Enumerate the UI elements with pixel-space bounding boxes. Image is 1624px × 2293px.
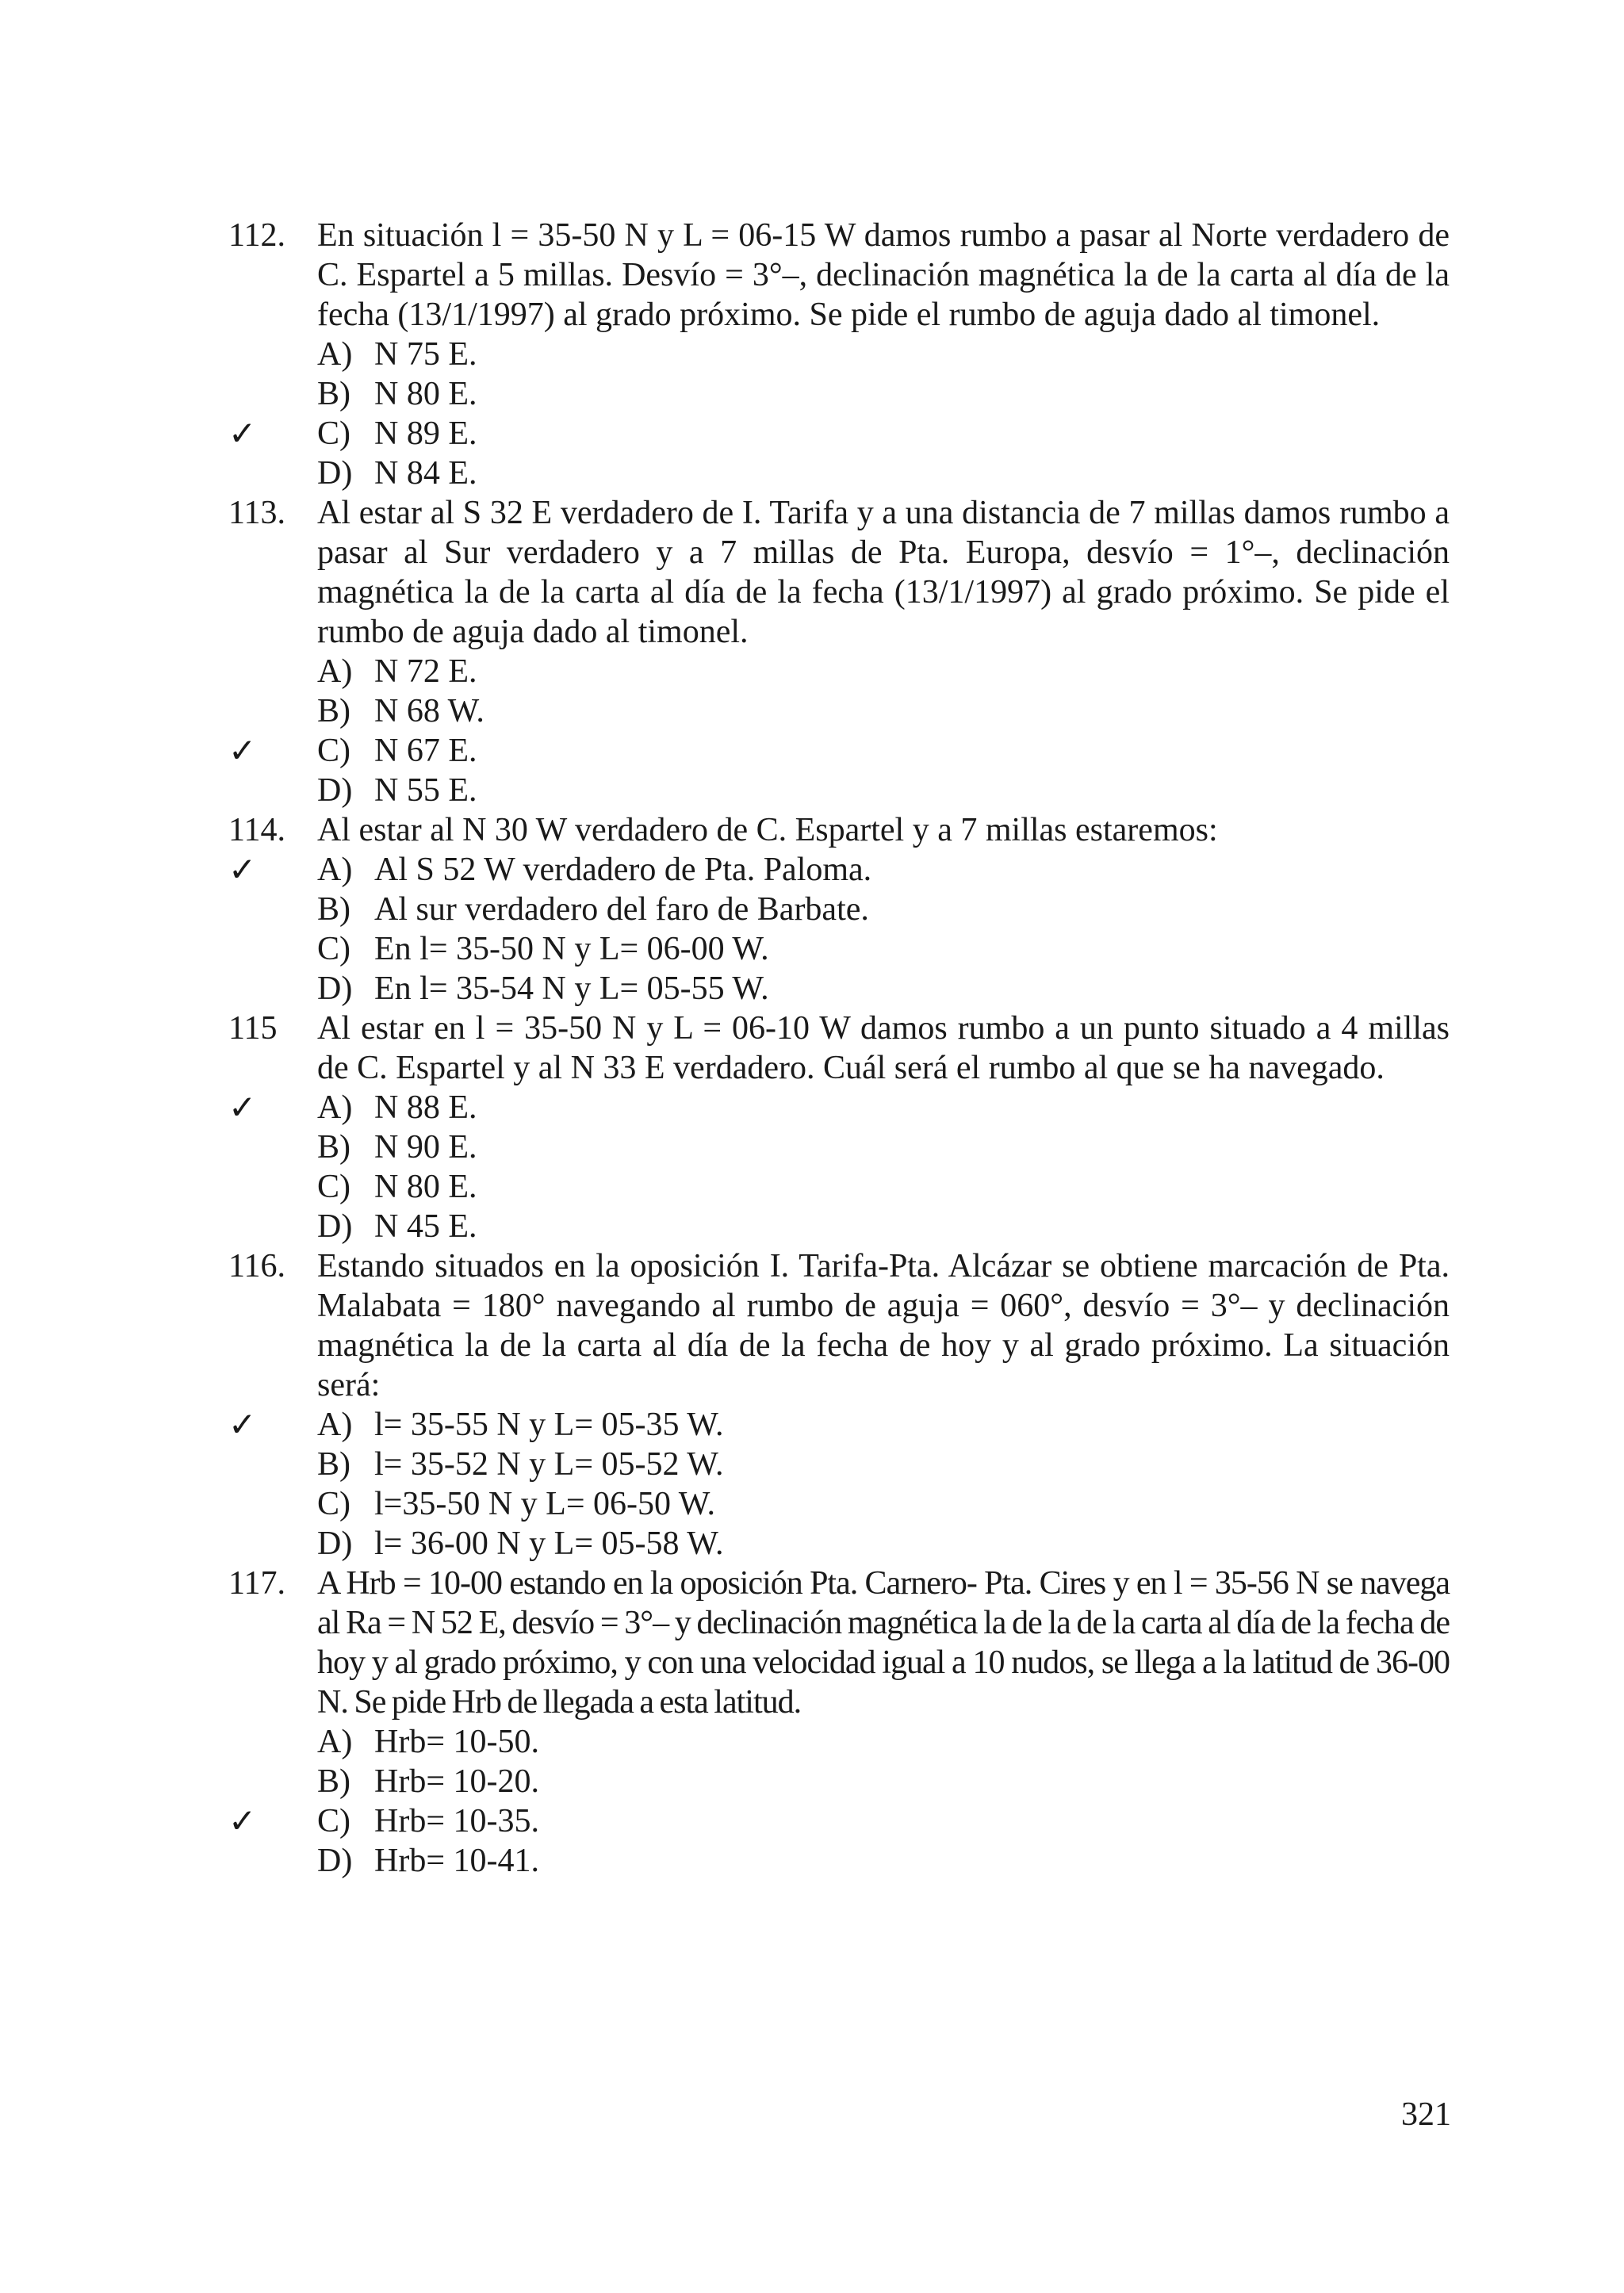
- option-text: N 90 E.: [374, 1129, 477, 1166]
- option-text: N 88 E.: [374, 1089, 477, 1126]
- page-number: 321: [1401, 2096, 1451, 2133]
- answer-option-a: [317, 1722, 1450, 1762]
- option-letter: A): [317, 336, 353, 373]
- question-112: [228, 216, 1450, 493]
- option-letter: B): [317, 1129, 350, 1166]
- option-letter: B): [317, 1446, 350, 1483]
- option-text: Al sur verdadero del faro de Barbate.: [374, 891, 869, 928]
- answer-options: [228, 335, 1450, 493]
- answer-options: [228, 1405, 1450, 1564]
- answer-option-a: [228, 850, 1450, 890]
- answer-option-b: [317, 1445, 1450, 1484]
- option-letter: C): [317, 931, 350, 967]
- option-letter: A): [317, 1407, 353, 1443]
- option-text: N 55 E.: [374, 772, 477, 809]
- answer-option-d: [317, 771, 1450, 810]
- option-text: N 84 E.: [374, 455, 477, 492]
- option-letter: C): [317, 1169, 350, 1205]
- option-text: En l= 35-54 N y L= 05-55 W.: [374, 970, 769, 1007]
- answer-option-c: [317, 1484, 1450, 1524]
- option-text: Hrb= 10-41.: [374, 1843, 539, 1879]
- option-text: l= 36-00 N y L= 05-58 W.: [374, 1525, 724, 1562]
- question-number: 112.: [228, 217, 285, 254]
- answer-options: [228, 850, 1450, 1009]
- answer-option-c: [317, 929, 1450, 969]
- question-number: 116.: [228, 1248, 285, 1284]
- question-text: Estando situados en la oposición I. Tarifa-Pta. Alcázar se obtiene marcación de Pta. Malabata = 180° navegando al rumbo de aguja = 060°, desvío = 3°– y declinación magnética la de la carta al día de la fecha de hoy y al grado próximo. La situación será:: [317, 1248, 1450, 1403]
- option-text: l=35-50 N y L= 06-50 W.: [374, 1486, 716, 1522]
- answer-option-d: [317, 454, 1450, 493]
- option-letter: A): [317, 1724, 353, 1760]
- answer-option-a: [228, 1088, 1450, 1127]
- answer-option-b: [317, 890, 1450, 929]
- question-text: A Hrb = 10-00 estando en la oposición Pta. Carnero- Pta. Cires y en l = 35-56 N se navega al Ra = N 52 E, desvío = 3°– y declinación magnética la de la de la carta al día de la fecha de hoy y al grado próximo, y con una velocidad igual a 10 nudos, se llega a la latitud de 36-00 N. Se pide Hrb de llegada a esta latitud.: [317, 1565, 1450, 1721]
- option-text: l= 35-52 N y L= 05-52 W.: [374, 1446, 724, 1483]
- option-letter: B): [317, 693, 350, 729]
- question-114: [228, 810, 1450, 1009]
- question-115: [228, 1009, 1450, 1246]
- checkmark-icon: ✓: [228, 1088, 257, 1127]
- answer-option-a: [317, 335, 1450, 374]
- answer-option-c: [228, 414, 1450, 454]
- question-number: 114.: [228, 812, 285, 848]
- option-text: N 67 E.: [374, 733, 477, 769]
- question-text: Al estar al N 30 W verdadero de C. Espartel y a 7 millas estaremos:: [317, 812, 1218, 848]
- option-text: N 72 E.: [374, 653, 477, 690]
- question-number: 115: [228, 1010, 278, 1047]
- option-text: N 68 W.: [374, 693, 485, 729]
- question-text: En situación l = 35-50 N y L = 06-15 W damos rumbo a pasar al Norte verdadero de C. Espartel a 5 millas. Desvío = 3°–, declinación magnética la de la carta al día de la fecha (13/1/1997) al grado próximo. Se pide el rumbo de aguja dado al timonel.: [317, 217, 1450, 333]
- option-letter: D): [317, 1208, 353, 1245]
- option-letter: D): [317, 772, 353, 809]
- checkmark-icon: ✓: [228, 850, 257, 889]
- option-letter: B): [317, 891, 350, 928]
- question-list: [228, 216, 1450, 1881]
- option-text: l= 35-55 N y L= 05-35 W.: [374, 1407, 724, 1443]
- answer-option-d: [317, 1207, 1450, 1246]
- answer-option-d: [317, 969, 1450, 1009]
- option-text: N 89 E.: [374, 415, 477, 452]
- answer-option-a: [228, 1405, 1450, 1445]
- checkmark-icon: ✓: [228, 414, 257, 453]
- option-letter: C): [317, 733, 350, 769]
- option-letter: C): [317, 415, 350, 452]
- option-letter: B): [317, 1763, 350, 1800]
- checkmark-icon: ✓: [228, 1405, 257, 1444]
- answer-option-b: [317, 374, 1450, 414]
- question-113: [228, 493, 1450, 810]
- answer-option-c: [228, 1801, 1450, 1841]
- option-letter: D): [317, 455, 353, 492]
- question-116: [228, 1246, 1450, 1564]
- question-number: 117.: [228, 1565, 285, 1602]
- question-text: Al estar en l = 35-50 N y L = 06-10 W damos rumbo a un punto situado a 4 millas de C. Espartel y al N 33 E verdadero. Cuál será el rumbo al que se ha navegado.: [317, 1010, 1450, 1086]
- checkmark-icon: ✓: [228, 731, 257, 770]
- question-117: [228, 1564, 1450, 1881]
- option-text: Hrb= 10-35.: [374, 1803, 539, 1839]
- option-letter: A): [317, 852, 353, 888]
- option-letter: D): [317, 1525, 353, 1562]
- answer-option-c: [317, 1167, 1450, 1207]
- option-letter: B): [317, 376, 350, 412]
- answer-options: [228, 1722, 1450, 1881]
- option-text: Al S 52 W verdadero de Pta. Paloma.: [374, 852, 872, 888]
- option-text: Hrb= 10-50.: [374, 1724, 539, 1760]
- option-text: Hrb= 10-20.: [374, 1763, 539, 1800]
- answer-option-b: [317, 1762, 1450, 1801]
- answer-option-b: [317, 691, 1450, 731]
- option-letter: D): [317, 1843, 353, 1879]
- answer-option-b: [317, 1127, 1450, 1167]
- option-letter: A): [317, 653, 353, 690]
- answer-option-c: [228, 731, 1450, 771]
- option-text: N 75 E.: [374, 336, 477, 373]
- option-text: N 80 E.: [374, 1169, 477, 1205]
- option-letter: C): [317, 1803, 350, 1839]
- answer-option-d: [317, 1841, 1450, 1881]
- option-letter: D): [317, 970, 353, 1007]
- answer-option-a: [317, 652, 1450, 691]
- answer-options: [228, 652, 1450, 810]
- option-letter: C): [317, 1486, 350, 1522]
- question-text: Al estar al S 32 E verdadero de I. Tarifa y a una distancia de 7 millas damos rumbo a pasar al Sur verdadero y a 7 millas de Pta. Europa, desvío = 1°–, declinación magnética la de la carta al día de la fecha (13/1/1997) al grado próximo. Se pide el rumbo de aguja dado al timonel.: [317, 495, 1450, 650]
- question-number: 113.: [228, 495, 285, 531]
- option-letter: A): [317, 1089, 353, 1126]
- answer-option-d: [317, 1524, 1450, 1564]
- checkmark-icon: ✓: [228, 1801, 257, 1840]
- answer-options: [228, 1088, 1450, 1246]
- option-text: N 45 E.: [374, 1208, 477, 1245]
- option-text: En l= 35-50 N y L= 06-00 W.: [374, 931, 769, 967]
- option-text: N 80 E.: [374, 376, 477, 412]
